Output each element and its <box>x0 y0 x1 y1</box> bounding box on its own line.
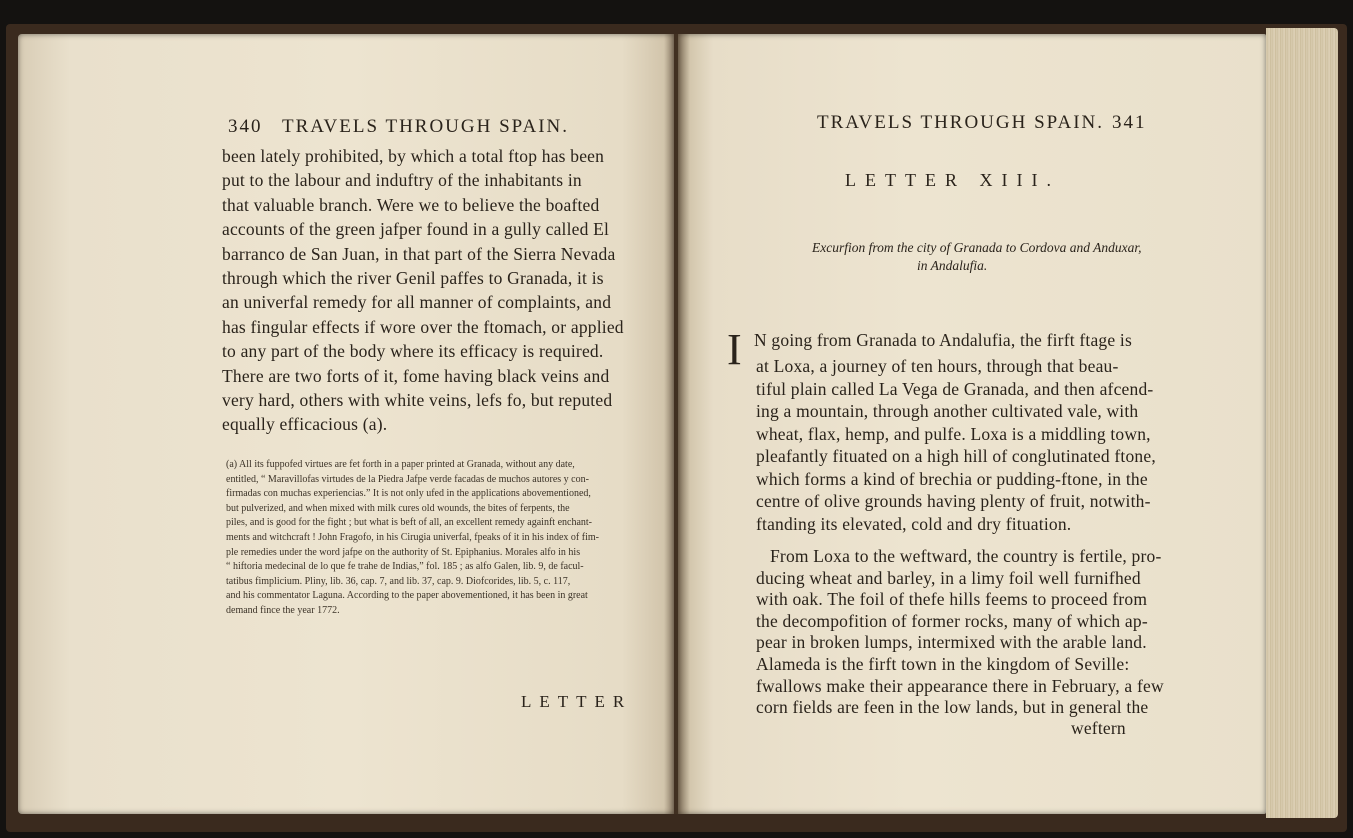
body-line: equally efficacious (a). <box>222 414 388 435</box>
body-line: ing a mountain, through another cultivated vale, with <box>756 401 1139 421</box>
footnote-line: demand fince the year 1772. <box>226 605 340 616</box>
footnote-line: firmadas con muchas experiencias.” It is not only ufed in the applications abovementioned, <box>226 488 591 500</box>
book-gutter <box>664 34 690 814</box>
body-line: the decompofition of former rocks, many of which ap- <box>756 610 1148 631</box>
letter-heading: LETTER XIII. <box>845 170 1060 190</box>
left-catchword: LETTER <box>521 692 633 711</box>
body-line: very hard, others with white veins, lefs fo, but reputed <box>222 390 613 410</box>
body-line: which forms a kind of brechia or pudding-ftone, in the <box>756 468 1148 489</box>
letter-subtitle-2: in Andalufia. <box>917 258 988 273</box>
body-line: N going from Granada to Andalufia, the firft ftage is <box>754 330 1132 350</box>
drop-cap: I <box>727 325 742 374</box>
body-line: From Loxa to the weftward, the country is fertile, pro- <box>770 546 1162 566</box>
body-line: accounts of the green jafper found in a gully called El <box>222 219 610 240</box>
body-line: to any part of the body where its efficacy is required. <box>222 341 604 362</box>
body-line: centre of olive grounds having plenty of fruit, notwith- <box>756 491 1151 511</box>
right-catchword: weftern <box>1071 718 1126 738</box>
footnote-line: “ hiftoria medecinal de lo que fe trahe de Indias,” fol. 185 ; as alfo Galen, lib. 9, de facul- <box>226 561 584 573</box>
footnote-line: but pulverized, and when mixed with milk cures old wounds, the bites of ferpents, the <box>226 502 570 514</box>
body-line: There are two forts of it, fome having black veins and <box>222 365 610 386</box>
body-line: with oak. The foil of thefe hills feems to proceed from <box>756 589 1148 610</box>
footnote-line: piles, and is good for the fight ; but what is beft of all, an excellent remedy againft enchant- <box>226 517 592 529</box>
body-line: has fingular effects if wore over the ftomach, or applied <box>222 316 624 337</box>
body-line: barranco de San Juan, in that part of the Sierra Nevada <box>222 243 616 264</box>
body-line: Alameda is the firft town in the kingdom of Seville: <box>756 654 1130 674</box>
body-line: that valuable branch. Were we to believe the boafted <box>222 194 600 215</box>
body-line: through which the river Genil paffes to Granada, it is <box>222 268 604 288</box>
body-line: tiful plain called La Vega de Granada, and then afcend- <box>756 378 1154 399</box>
body-line: pear in broken lumps, intermixed with the arable land. <box>756 632 1147 653</box>
footnote-line: ple remedies under the word jafpe on the authority of St. Epiphanius. Morales alfo in his <box>226 546 581 558</box>
footnote-line: tatibus fimplicium. Pliny, lib. 36, cap. 7, and lib. 37, cap. 9. Diofcorides, lib. 5, c. 117, <box>226 575 571 587</box>
footnote-line: and his commentator Laguna. According to the paper abovementioned, it has been in great <box>226 590 588 602</box>
left-running-head: TRAVELS THROUGH SPAIN. <box>282 116 570 137</box>
body-line: an univerfal remedy for all manner of complaints, and <box>222 292 612 313</box>
page-edges <box>1266 28 1338 818</box>
body-line: ftanding its elevated, cold and dry fituation. <box>756 513 1072 534</box>
body-line: fwallows make their appearance there in February, a few <box>756 675 1164 696</box>
body-line: corn fields are feen in the low lands, but in general the <box>756 697 1149 718</box>
body-line: put to the labour and induftry of the inhabitants in <box>222 170 582 191</box>
footnote-line: entitled, “ Maravillofas virtudes de la Piedra Jafpe verde facadas de muchos autores y con- <box>226 473 589 485</box>
left-page-number: 340 <box>228 116 263 137</box>
body-line: at Loxa, a journey of ten hours, through that beau- <box>756 356 1119 376</box>
body-line: pleafantly fituated on a high hill of conglutinated ftone, <box>756 446 1156 466</box>
right-page-number: 341 <box>1112 112 1147 133</box>
footnote-line: ments and witchcraft ! John Fragofo, in his Cirugia univerfal, fpeaks of it in his index of fim- <box>226 532 599 543</box>
footnote-line: (a) All its fuppofed virtues are fet forth in a paper printed at Granada, without any date, <box>226 459 575 470</box>
right-running-head: TRAVELS THROUGH SPAIN. <box>817 112 1105 133</box>
body-line: wheat, flax, hemp, and pulfe. Loxa is a middling town, <box>756 423 1151 444</box>
body-line: ducing wheat and barley, in a limy foil well furnifhed <box>756 567 1141 588</box>
body-line: been lately prohibited, by which a total ftop has been <box>222 146 605 166</box>
letter-subtitle-1: Excurfion from the city of Granada to Cordova and Anduxar, <box>812 240 1142 255</box>
